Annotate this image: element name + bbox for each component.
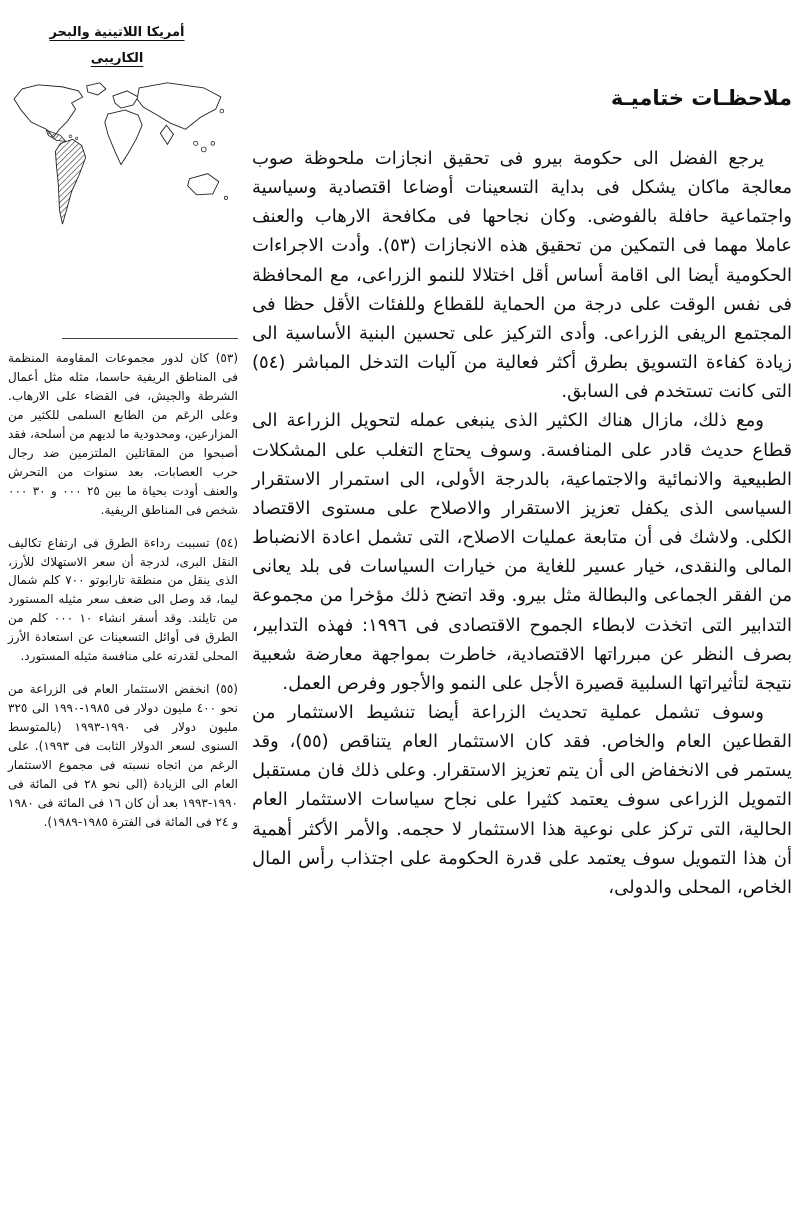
footnote-marker: (٥٤)	[215, 535, 238, 550]
region-title	[12, 20, 222, 72]
footnote-marker: (٥٣)	[215, 351, 238, 365]
footnote-marker: (٥٥)	[215, 682, 238, 697]
footnote-text: كان لدور مجموعات المقاومة المنظمة فى المناطق الريفية حاسما، مثله مثل أعمال الشرطة والجيش، فى القضاء على الارهاب. وعلى الرغم من الطابع السلمى للكثير من المزارعين، ومحدودية ما لديهم من أسلحة، فقد أصبحوا من المقاتلين الملتزمين ضد رجال حرب العصابات، بعد سنوات من التحرش والعنف أودت بحياة ما بين ٢٥ ٠٠٠ و ٣٠ ٠٠٠ شخص فى المناطق الريفية.	[8, 351, 238, 517]
footnote-separator-rule	[62, 338, 238, 339]
footnote-55	[8, 680, 238, 832]
body-paragraph: وسوف تشمل عملية تحديث الزراعة أيضا تنشيط الاستثمار من القطاعين العام والخاص. فقد كان الاستثمار العام يتناقص (٥٥)، وقد يستمر فى الانخفاض الى أن يتم تعزيز الاستقرار. وعلى ذلك فان مستقبل التمويل الزراعى سوف يعتمد كثيرا على نجاح سياسات الاستثمار العام الحالية، التى تركز على نوعية هذا الاستثمار لا حجمه. والأمر الأكثر أهمية أن هذا التمويل سوف يعتمد على قدرة الحكومة على اجتذاب رأس المال الخاص، المحلى والدولى،	[252, 701, 792, 898]
body-paragraph: يرجع الفضل الى حكومة بيرو فى تحقيق انجازات ملحوظة صوب معالجة ماكان يشكل فى بداية التسعينات أوضاعا اقتصادية وسياسية واجتماعية حافلة بالفوضى. وكان نجاحها فى مكافحة الارهاب والعنف عاملا مهما فى التمكين من تحقيق هذه الانجازات (٥٣). وأدت الاجراءات الحكومية أيضا الى اقامة أساس أقل اختلالا للنمو الزراعى، مع المحافظة فى نفس الوقت على درجة من الحماية للقطاع وللفئات الأقل حظا فى المجتمع الريفى الزراعى. وأدى التركيز على تحسين البنية الأساسية الى زيادة كفاءة التسويق بطرق أكثر فعالية من آليات التدخل المباشر (٥٤) التى كانت تستخدم فى السابق.	[252, 148, 793, 403]
main-text-column	[252, 86, 792, 902]
footnote-54	[8, 534, 238, 667]
footnote-53	[8, 349, 238, 520]
footnotes-column	[8, 338, 238, 846]
region-title-line1: أمريكا اللاتينية والبحر	[49, 25, 185, 40]
footnote-text: انخفض الاستثمار العام فى الزراعة من نحو ٤٠٠ مليون دولار فى ١٩٨٥-١٩٩٠ الى ٣٢٥ مليون دولار فى ١٩٩٠-١٩٩٣ (بالمتوسط السنوى لسعر الدولار الثابت فى ١٩٩٣). على الرغم من اتجاه نسبته فى مجموع الاستثمار العام الى الزيادة (الى نحو ٢٨ فى المائة فى ١٩٩٠-١٩٩٣ بعد أن كان ١٦ فى المائة فى ١٩٨٠ و ٢٤ فى المائة فى الفترة ١٩٨٥-١٩٨٩).	[8, 682, 238, 829]
footnote-text: تسببت رداءة الطرق فى ارتفاع تكاليف النقل البرى، لدرجة أن سعر الاستهلاك للأرز، الذى ينقل من منطقة تارابوتو ٧٠٠ كلم شمال ليما، قد وصل الى ضعف سعر مثيله المستورد من تايلند. وقد أسفر انشاء ١٠ ٠٠٠ كلم من الطرق فى أوائل التسعينات عن استعادة الأرز المحلى لقدرته على منافسة مثيله المستورد.	[8, 535, 238, 664]
world-map-icon	[8, 76, 238, 241]
region-title-line2: الكاريبى	[90, 51, 144, 66]
section-heading: ملاحظـات ختاميـة	[610, 86, 792, 110]
body-paragraph: ومع ذلك، مازال هناك الكثير الذى ينبغى عمله لتحويل الزراعة الى قطاع حديث قادر على المنافسة. وسوف يحتاج التغلب على المشكلات الطبيعية والانمائية والاجتماعية، بالدرجة الأولى، الى استمرار الاستقرار السياسى الذى يكفل تعزيز الاستقرار والاصلاح على مستوى الاقتصاد الكلى. ولاشك فى أن متابعة عمليات الاصلاح، التى تشمل اعادة الانضباط المالى والنقدى، خيار عسير للغاية من خيارات السياسات فى بلد يعانى من الفقر الجماعى والبطالة مثل بيرو. وقد اتضح ذلك مؤخرا من مجموعة التدابير التى اتخذت لابطاء الجموح الاقتصادى فى ١٩٩٦: فهذه التدابير، بصرف النظر عن مبرراتها الاقتصادية، خاطرت بمواجهة معارضة شعبية نتيجة لتأثيراتها السلبية قصيرة الأجل على النمو والأجور وفرص العمل.	[252, 410, 792, 694]
world-map-latin-america-highlighted	[8, 76, 238, 241]
